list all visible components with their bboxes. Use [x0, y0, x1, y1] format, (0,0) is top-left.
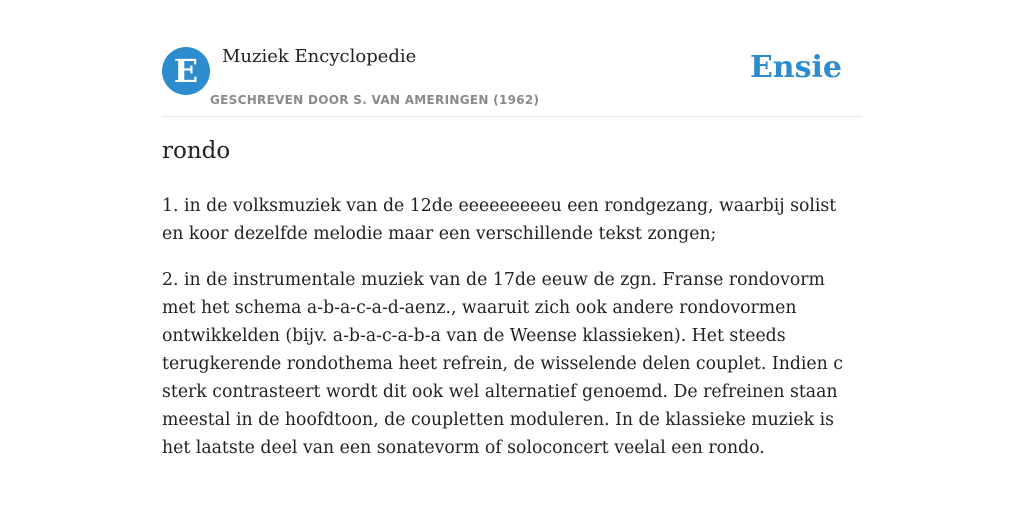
entry-body: [162, 192, 862, 480]
header: [162, 44, 862, 117]
publication-title[interactable]: Muziek Encyclopedie: [222, 46, 417, 67]
entry-headword: rondo: [162, 138, 231, 164]
definition-paragraph-1: 1. in de volksmuziek van de 12de eeeeeeeeeu een rondgezang, waarbij solist en koor dezelfde melodie maar een verschillende tekst zongen;: [162, 196, 837, 244]
brand-logo[interactable]: Ensie: [749, 50, 842, 85]
definition-paragraph-2: 2. in de instrumentale muziek van de 17de eeuw de zgn. Franse rondovorm met het schema a-b-a-c-a-d-aenz., waaruit zich ook andere rondovormen ontwikkelden (bijv. a-b-a-c-a-b-a van de Weense klassieken). Het steeds terugkerende rondothema heet refrein, de wisselende delen couplet. Indien c sterk contrasteert wordt dit ook wel alternatief genoemd. De refreinen staan meestal in de hoofdtoon, de coupletten moduleren. In de klassieke muziek is het laatste deel van een sonatevorm of soloconcert veelal een rondo.: [162, 270, 843, 458]
ensie-logo-icon[interactable]: E: [162, 47, 210, 95]
author-line: GESCHREVEN DOOR S. VAN AMERINGEN (1962): [210, 93, 540, 107]
